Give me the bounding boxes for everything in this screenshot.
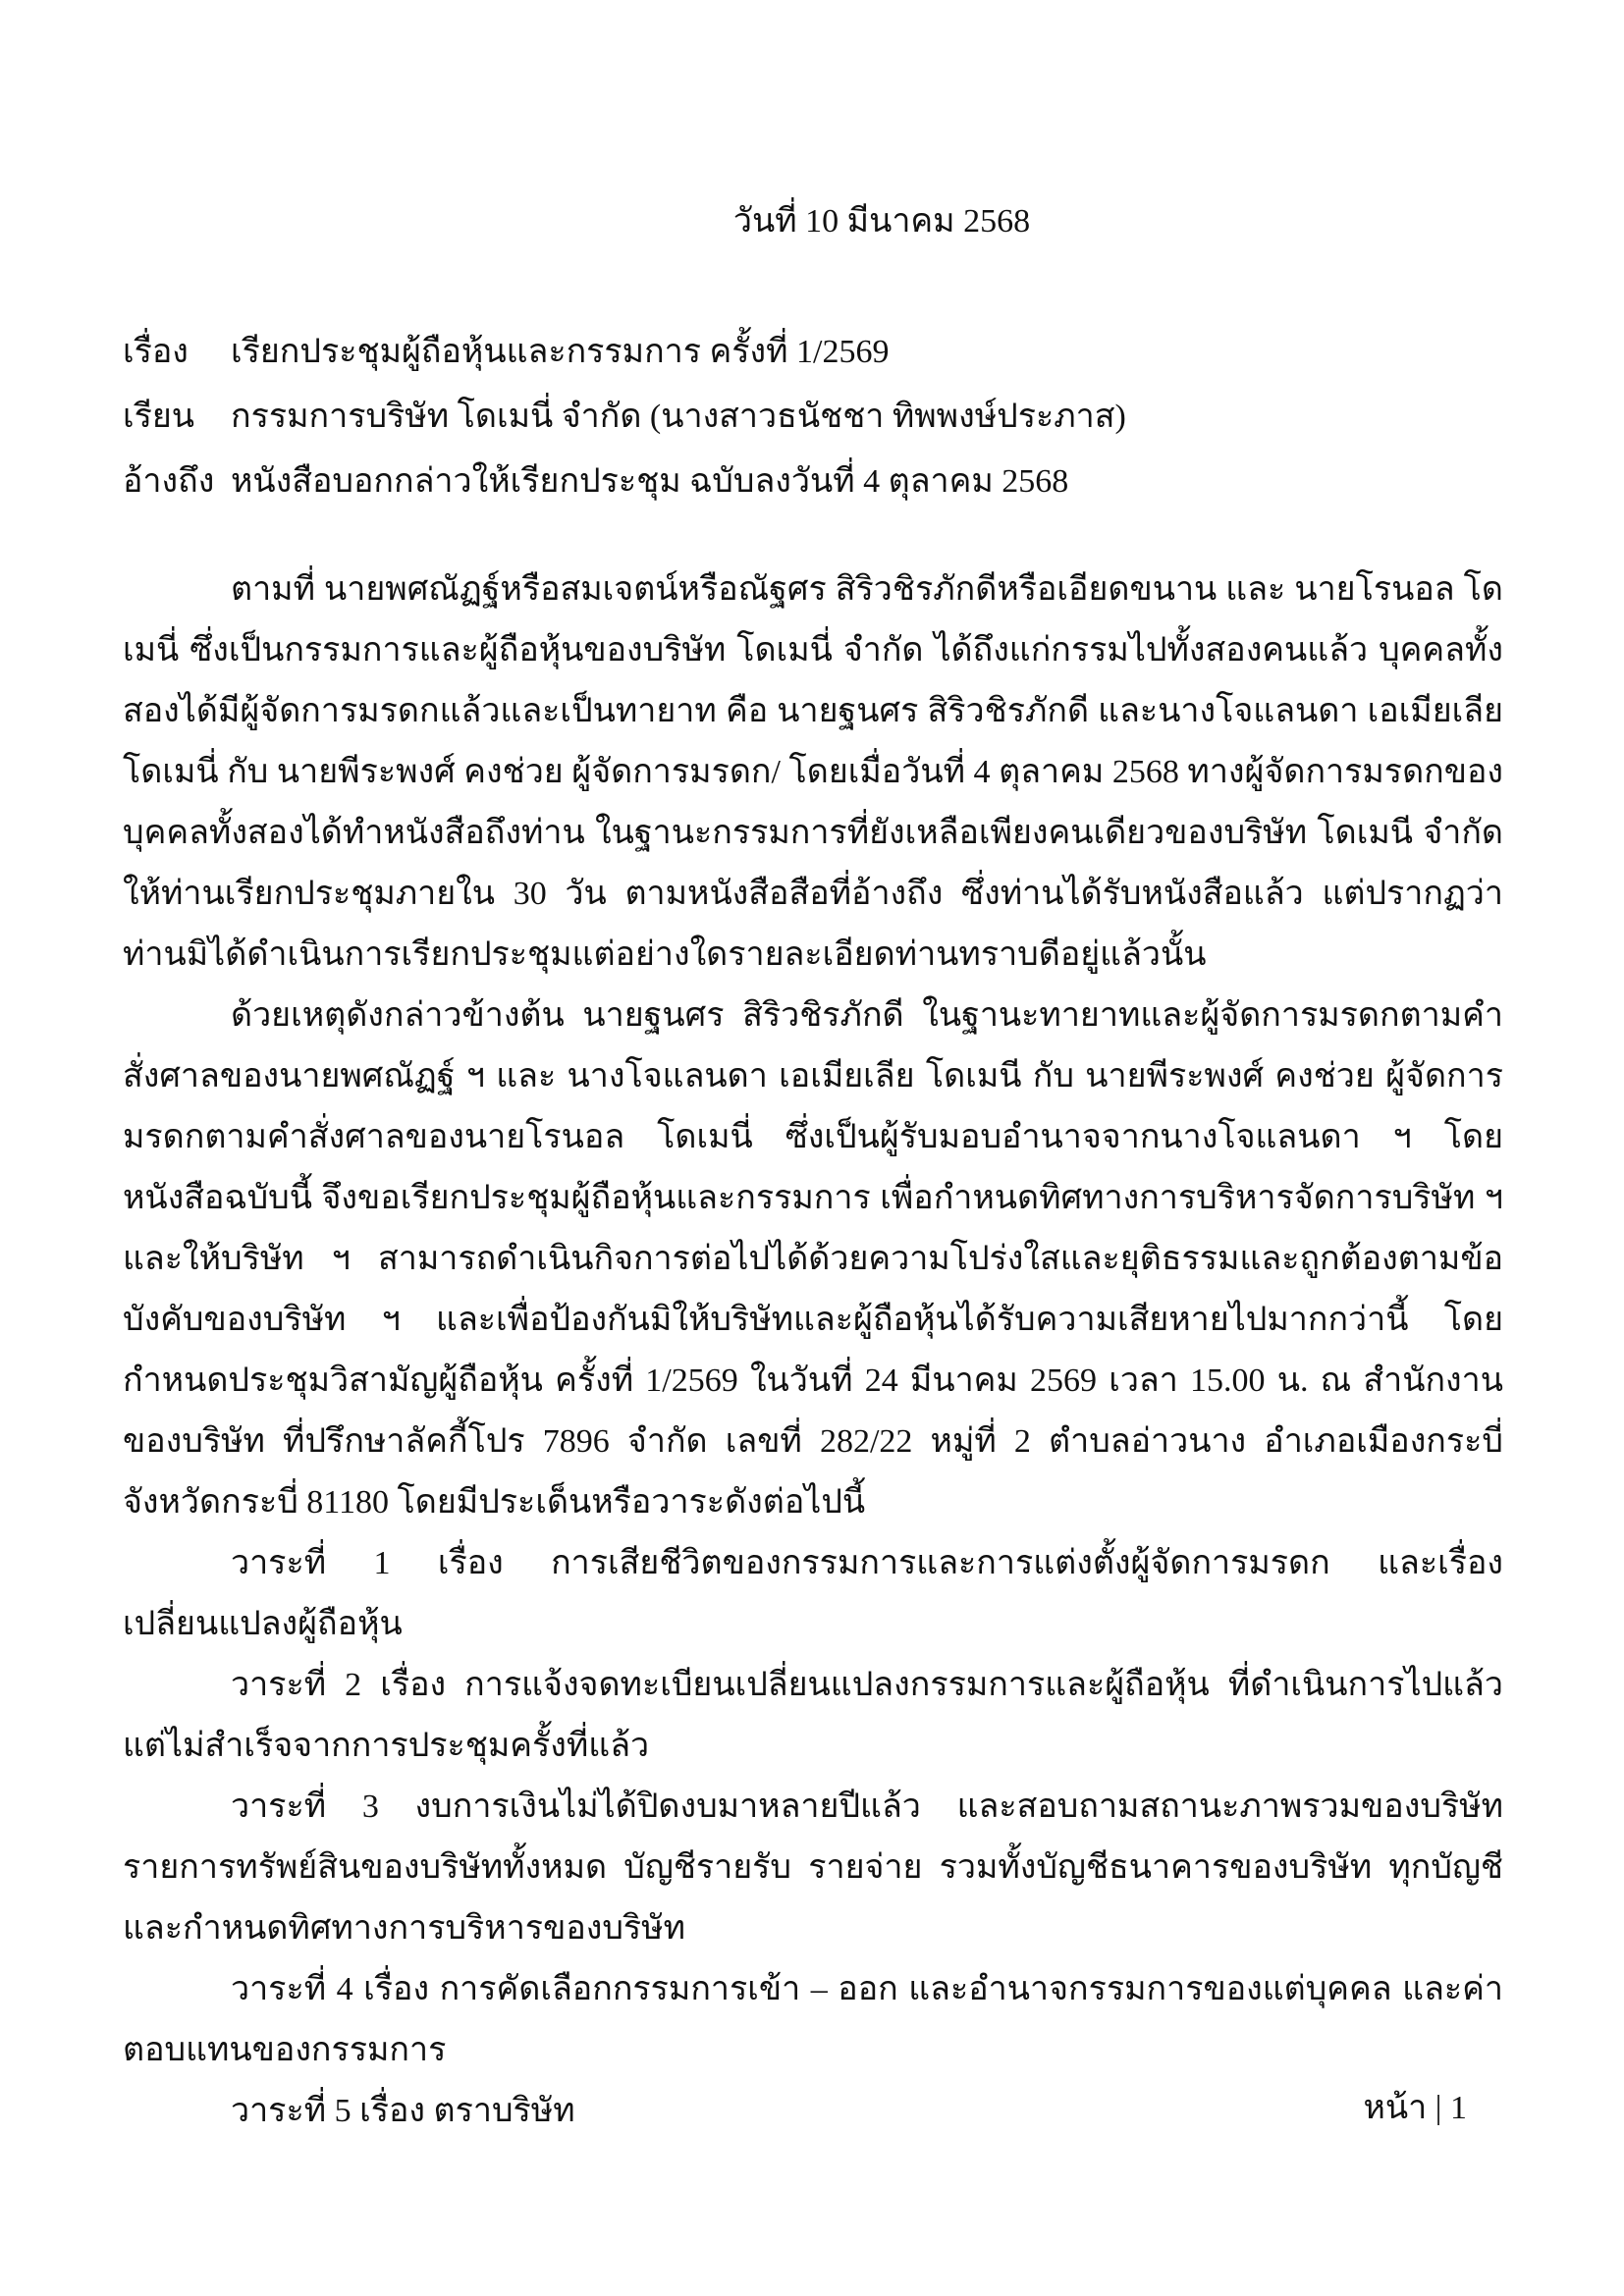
subject-field-row [123, 320, 1503, 385]
reference-field-row [123, 450, 1503, 514]
document-date: วันที่ 10 มีนาคม 2568 [732, 203, 1031, 240]
subject-field-label: เรื่อง [123, 334, 189, 370]
agenda-item-5: วาระที่ 5 เรื่อง ตราบริษัท [231, 2093, 575, 2129]
recipient-field-label: เรียน [123, 399, 195, 435]
paragraph-meeting-call: ด้วยเหตุดังกล่าวข้างต้น นายฐนศร สิริวชิรภักดี ในฐานะทายาทและผู้จัดการมรดกตามคำสั่งศาลของนายพศณัฏฐ์ ฯ และ นางโจแลนดา เอเมียเลีย โดเมนี กับ นายพีระพงศ์ คงช่วย ผู้จัดการมรดกตามคำสั่งศาลของนายโรนอล โดเมนี่ ซึ่งเป็นผู้รับมอบอำนาจจากนางโจแลนดา ฯ โดยหนังสือฉบับนี้ จึงขอเรียกประชุมผู้ถือหุ้นและกรรมการ เพื่อกำหนดทิศทางการบริหารจัดการบริษัท ฯ และให้บริษัท ฯ สามารถดำเนินกิจการต่อไปได้ด้วยความโปร่งใสและยุติธรรมและถูกต้องตามข้อบังคับของบริษัท ฯ และเพื่อป้องกันมิให้บริษัทและผู้ถือหุ้นได้รับความเสียหายไปมากกว่านี้ โดยกำหนดประชุมวิสามัญผู้ถือหุ้น ครั้งที่ 1/2569 ในวันที่ 24 มีนาคม 2569 เวลา 15.00 น. ณ สำนักงาน ของบริษัท ที่ปรึกษาลัคกี้โปร 7896 จำกัด เลขที่ 282/22 หมู่ที่ 2 ตำบลอ่าวนาง อำเภอเมืองกระบี่ จังหวัดกระบี่ 81180 โดยมีประเด็นหรือวาระดังต่อไปนี้ [123, 997, 1503, 1521]
agenda-item-1: วาระที่ 1 เรื่อง การเสียชีวิตของกรรมการและการแต่งตั้งผู้จัดการมรดก และเรื่องเปลี่ยนแปลงผู้ถือหุ้น [123, 1545, 1503, 1642]
subject-field-value: เรียกประชุมผู้ถือหุ้นและกรรมการ ครั้งที่ 1/2569 [231, 334, 890, 370]
recipient-field-value: กรรมการบริษัท โดเมนี่ จำกัด (นางสาวธนัชชา ทิพพงษ์ประภาส) [231, 399, 1126, 435]
page-number: หน้า | 1 [1363, 2090, 1467, 2126]
reference-field-label: อ้างถึง [123, 463, 215, 500]
letter-body [123, 560, 1503, 2142]
recipient-field-row [123, 385, 1503, 450]
document-content [123, 0, 1503, 2142]
reference-field-value: หนังสือบอกกล่าวให้เรียกประชุม ฉบับลงวันที่ 4 ตุลาคม 2568 [231, 463, 1069, 500]
agenda-item-3: วาระที่ 3 งบการเงินไม่ได้ปิดงบมาหลายปีแล้ว และสอบถามสถานะภาพรวมของบริษัท รายการทรัพย์สินของบริษัททั้งหมด บัญชีรายรับ รายจ่าย รวมทั้งบัญชีธนาคารของบริษัท ทุกบัญชี และกำหนดทิศทางการบริหารของบริษัท [123, 1789, 1503, 1947]
letter-header-fields [123, 320, 1503, 514]
agenda-item-4: วาระที่ 4 เรื่อง การคัดเลือกกรรมการเข้า – ออก และอำนาจกรรมการของแต่บุคคล และค่าตอบแทนของกรรมการ [123, 1971, 1503, 2068]
agenda-item-2: วาระที่ 2 เรื่อง การแจ้งจดทะเบียนเปลี่ยนแปลงกรรมการและผู้ถือหุ้น ที่ดำเนินการไปแล้วแต่ไม่สำเร็จจากการประชุมครั้งที่แล้ว [123, 1667, 1503, 1764]
paragraph-background: ตามที่ นายพศณัฏฐ์หรือสมเจตน์หรือณัฐศร สิริวชิรภักดีหรือเอียดขนาน และ นายโรนอล โดเมนี่ ซึ่งเป็นกรรมการและผู้ถือหุ้นของบริษัท โดเมนี่ จำกัด ได้ถึงแก่กรรมไปทั้งสองคนแล้ว บุคคลทั้งสองได้มีผู้จัดการมรดกแล้วและเป็นทายาท คือ นายฐนศร สิริวชิรภักดี และนางโจแลนดา เอเมียเลีย โดเมนี่ กับ นายพีระพงศ์ คงช่วย ผู้จัดการมรดก/ โดยเมื่อวันที่ 4 ตุลาคม 2568 ทางผู้จัดการมรดกของบุคคลทั้งสองได้ทำหนังสือถึงท่าน ในฐานะกรรมการที่ยังเหลือเพียงคนเดียวของบริษัท โดเมนี จำกัด ให้ท่านเรียกประชุมภายใน 30 วัน ตามหนังสือสือที่อ้างถึง ซึ่งท่านได้รับหนังสือแล้ว แต่ปรากฏว่าท่านมิได้ดำเนินการเรียกประชุมแต่อย่างใดรายละเอียดท่านทราบดีอยู่แล้วนั้น [123, 571, 1503, 973]
